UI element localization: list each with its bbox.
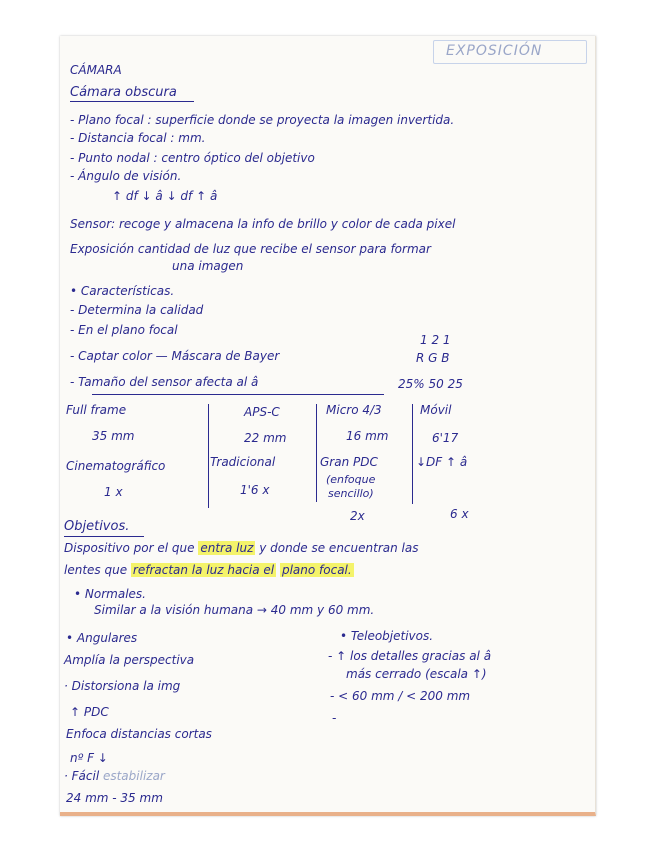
table-movil-x: 6 x — [450, 507, 469, 521]
note-exposicion-2: una imagen — [172, 259, 244, 273]
bayer-numbers: 1 2 1 — [420, 333, 451, 347]
note-tele-3: - < 60 mm / < 200 mm — [330, 689, 471, 703]
heading-objetivos: Objetivos. — [64, 519, 130, 534]
table-ff-mm: 35 mm — [92, 429, 135, 443]
dispositivo-text-2a: lentes que — [64, 563, 131, 577]
note-teleobjetivos: • Teleobjetivos. — [340, 629, 434, 643]
note-punto-nodal: - Punto nodal : centro óptico del objetivo — [70, 151, 315, 165]
facil-faint: estabilizar — [102, 769, 165, 783]
note-nf: nº F ↓ — [70, 751, 108, 765]
note-distorsiona: · Distorsiona la img — [64, 679, 181, 693]
note-range-angulares: 24 mm - 35 mm — [66, 791, 163, 805]
dispositivo-text-c: y donde se encuentran las — [255, 541, 419, 555]
table-divider-3 — [412, 404, 413, 504]
table-tradicional: Tradicional — [210, 455, 276, 469]
table-divider-2 — [316, 404, 317, 502]
note-dispositivo-2 — [64, 564, 354, 576]
note-tele-1: - ↑ los detalles gracias al â — [328, 649, 492, 663]
dispositivo-text-a: Dispositivo por el que — [64, 541, 199, 555]
note-normales: • Normales. — [74, 587, 146, 601]
table-divider-1 — [208, 404, 209, 508]
table-micro: Micro 4/3 — [326, 403, 382, 417]
table-enfoque: (enfoque — [326, 473, 376, 486]
note-tamano: - Tamaño del sensor afecta al â — [70, 375, 259, 389]
table-apsc-mm: 22 mm — [244, 431, 287, 445]
table-full-frame: Full frame — [66, 403, 127, 417]
table-gran-pdc: Gran PDC — [320, 455, 378, 469]
heading-camara: CÁMARA — [70, 63, 122, 77]
note-dispositivo-1 — [64, 542, 418, 554]
note-pdc: ↑ PDC — [70, 705, 109, 719]
table-gran-x: 2x — [350, 509, 365, 523]
highlight-entra-luz: entra luz — [200, 541, 254, 555]
table-sencillo: sencillo) — [328, 487, 374, 500]
note-exposicion-1: Exposición cantidad de luz que recibe el sensor para formar — [70, 242, 431, 256]
note-captar: - Captar color — Máscara de Bayer — [70, 349, 280, 363]
note-tele-2: más cerrado (escala ↑) — [346, 667, 487, 681]
note-arrows: ↑ df ↓ â ↓ df ↑ â — [112, 189, 218, 203]
facil-text: · Fácil — [64, 769, 103, 783]
table-micro-mm: 16 mm — [346, 429, 389, 443]
note-distancia-focal: - Distancia focal : mm. — [70, 131, 206, 145]
underline-tamano — [92, 394, 384, 395]
heading-camara-oscura: Cámara obscura — [70, 85, 177, 100]
table-apsc: APS-C — [244, 405, 280, 419]
note-amplia: Amplía la perspectiva — [64, 653, 195, 667]
bayer-letters: R G B — [416, 351, 450, 365]
note-plano: - En el plano focal — [70, 323, 178, 337]
bayer-percents: 25% 50 25 — [398, 377, 463, 391]
table-trad-x: 1'6 x — [240, 483, 270, 497]
note-tele-4: - — [332, 711, 337, 725]
note-sensor: Sensor: recoge y almacena la info de brillo y color de cada pixel — [70, 217, 456, 231]
note-similar: Similar a la visión humana → 40 mm y 60 mm. — [94, 603, 375, 617]
note-angulares: • Angulares — [66, 631, 138, 645]
note-caracteristicas: • Características. — [70, 284, 175, 298]
exposicion-tab-label: EXPOSICIÓN — [446, 43, 543, 59]
underline-camara-oscura — [70, 101, 194, 102]
table-cine-x: 1 x — [104, 485, 123, 499]
table-df-arrow: ↓DF ↑ â — [416, 455, 468, 469]
table-movil: Móvil — [420, 403, 452, 417]
table-movil-val: 6'17 — [432, 431, 459, 445]
note-plano-focal: - Plano focal : superficie donde se proyecta la imagen invertida. — [70, 113, 455, 127]
table-cine: Cinematográfico — [66, 459, 166, 473]
note-enfoca: Enfoca distancias cortas — [66, 727, 212, 741]
note-determina: - Determina la calidad — [70, 303, 204, 317]
highlight-plano-focal: plano focal. — [281, 563, 352, 577]
highlight-refractan: refractan la luz hacia el — [132, 563, 275, 577]
underline-objetivos — [64, 536, 144, 537]
note-angulo-vision: - Ángulo de visión. — [70, 169, 182, 183]
note-facil — [64, 770, 165, 782]
